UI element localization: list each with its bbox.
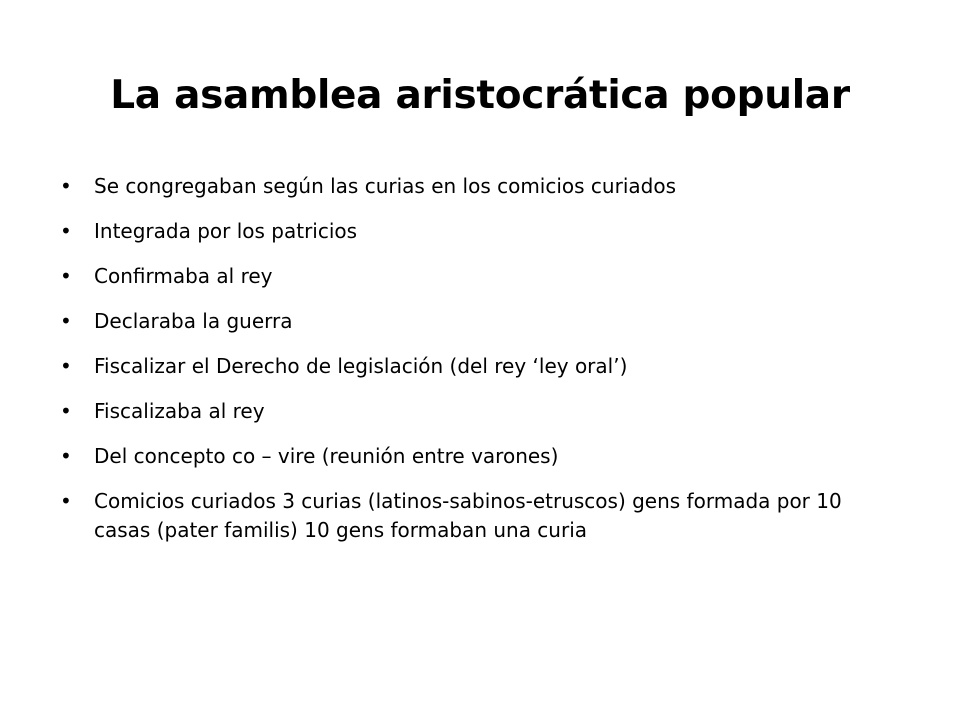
bullet-item: • Integrada por los patricios [60,217,890,246]
bullet-item: • Declaraba la guerra [60,307,890,336]
bullet-item: • Fiscalizaba al rey [60,397,890,426]
bullet-item: • Se congregaban según las curias en los comicios curiados [60,172,890,201]
bullet-item: • Confirmaba al rey [60,262,890,291]
bullet-list [60,172,890,561]
bullet-item: • Comicios curiados 3 curias (latinos-sabinos-etruscos) gens formada por 10 casas (pater familis) 10 gens formaban una curia [60,487,890,545]
bullet-item: • Fiscalizar el Derecho de legislación (del rey ‘ley oral’) [60,352,890,381]
bullet-item: • Del concepto co – vire (reunión entre varones) [60,442,890,471]
slide-title: La asamblea aristocrática popular [110,73,850,118]
